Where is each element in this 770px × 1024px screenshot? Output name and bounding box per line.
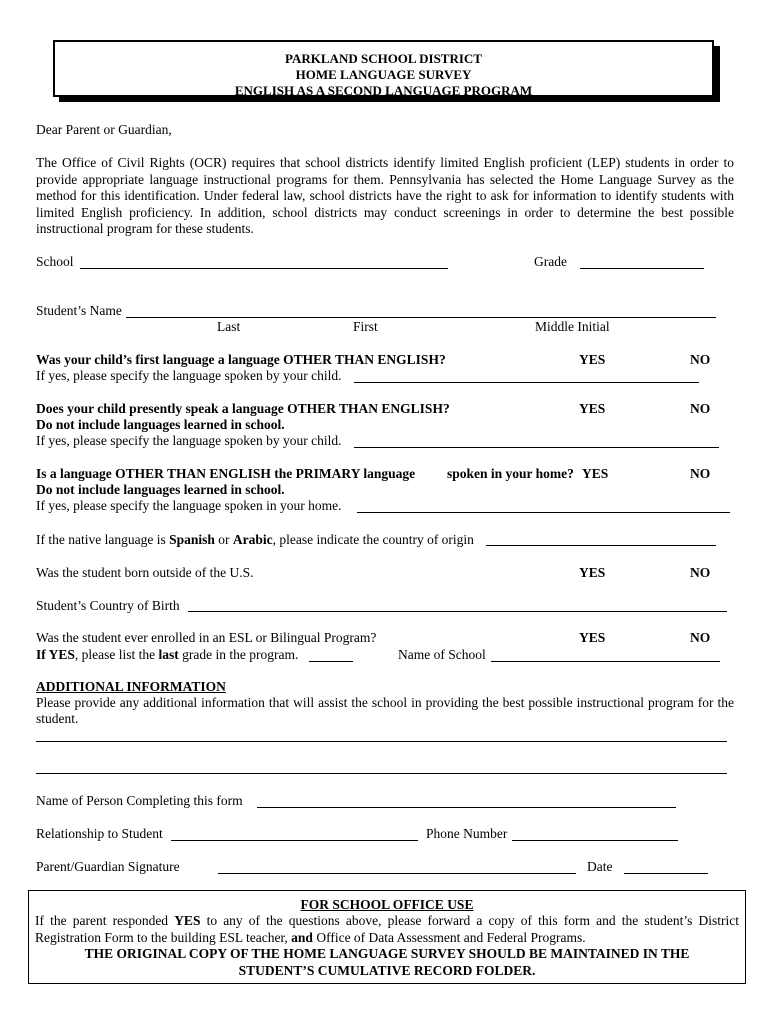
q1-no[interactable]: NO xyxy=(690,352,711,367)
esl-school-name-field[interactable] xyxy=(491,661,720,662)
relationship-label: Relationship to Student xyxy=(36,826,163,841)
q2-yes[interactable]: YES xyxy=(579,401,606,416)
first-name-caption: First xyxy=(353,319,378,334)
intro-paragraph: The Office of Civil Rights (OCR) requires that school districts identify limited English proficient (LEP) students in order to provide appropriate language instructional programs for them. Pennsylvania has selected the Home Language Survey as the method for this identification. Under federal law, school districts have the right to ask for information to identify students with limited English proficiency. In addition, school districts may conduct screenings in order to determine the best possible instructional program for these students. xyxy=(36,155,734,237)
district-name: PARKLAND SCHOOL DISTRICT xyxy=(285,51,482,66)
signature-field[interactable] xyxy=(218,873,576,874)
born-outside-yes[interactable]: YES xyxy=(579,565,606,580)
q2-no[interactable]: NO xyxy=(690,401,711,416)
program-title: ENGLISH AS A SECOND LANGUAGE PROGRAM xyxy=(234,83,533,98)
middle-initial-caption: Middle Initial xyxy=(535,319,610,334)
q3-language-field[interactable] xyxy=(357,512,730,513)
native-language-question: If the native language is Spanish or Arabic, please indicate the country of origin xyxy=(36,532,474,547)
name-of-school-label: Name of School xyxy=(398,647,486,662)
phone-number-label: Phone Number xyxy=(426,826,508,841)
esl-question: Was the student ever enrolled in an ESL or Bilingual Program? xyxy=(36,630,377,645)
q3-question-b: spoken in your home? xyxy=(447,466,574,481)
grade-label: Grade xyxy=(534,254,567,269)
salutation: Dear Parent or Guardian, xyxy=(36,122,172,137)
q3-no[interactable]: NO xyxy=(690,466,711,481)
q3-note: Do not include languages learned in school. xyxy=(36,482,285,497)
survey-title: HOME LANGUAGE SURVEY xyxy=(295,67,472,82)
grade-field[interactable] xyxy=(580,268,704,269)
additional-info-text: Please provide any additional information that will assist the school in providing the best possible instructional program for the student. xyxy=(36,695,734,726)
date-label: Date xyxy=(587,859,613,874)
completer-name-field[interactable] xyxy=(257,807,676,808)
esl-grade-prompt: If YES, please list the last grade in the program. xyxy=(36,647,299,662)
q2-note: Do not include languages learned in school. xyxy=(36,417,285,432)
q3-specify: If yes, please specify the language spoken in your home. xyxy=(36,498,342,513)
q2-question: Does your child presently speak a language OTHER THAN ENGLISH? xyxy=(36,401,450,416)
school-field[interactable] xyxy=(80,268,448,269)
q2-specify: If yes, please specify the language spoken by your child. xyxy=(36,433,342,448)
office-use-title: FOR SCHOOL OFFICE USE xyxy=(300,897,474,912)
completer-name-label: Name of Person Completing this form xyxy=(36,793,243,808)
record-folder-note: THE ORIGINAL COPY OF THE HOME LANGUAGE SURVEY SHOULD BE MAINTAINED IN THE STUDENT’S CUMULATIVE RECORD FOLDER. xyxy=(84,946,690,978)
phone-number-field[interactable] xyxy=(512,840,678,841)
country-of-birth-field[interactable] xyxy=(188,611,727,612)
school-office-use-box xyxy=(28,890,746,984)
office-use-instructions: If the parent responded YES to any of the questions above, please forward a copy of this form and the student’s District Registration Form to the building ESL teacher, and Office of Data Assessment and Federal Programs. xyxy=(35,913,739,945)
student-name-label: Student’s Name xyxy=(36,303,122,318)
document-header xyxy=(53,40,714,97)
esl-no[interactable]: NO xyxy=(690,630,711,645)
relationship-field[interactable] xyxy=(171,840,418,841)
q1-question: Was your child’s first language a language OTHER THAN ENGLISH? xyxy=(36,352,446,367)
date-field[interactable] xyxy=(624,873,708,874)
q1-specify: If yes, please specify the language spoken by your child. xyxy=(36,368,342,383)
signature-label: Parent/Guardian Signature xyxy=(36,859,180,874)
additional-info-title: ADDITIONAL INFORMATION xyxy=(36,679,226,694)
country-of-birth-label: Student’s Country of Birth xyxy=(36,598,180,613)
school-label: School xyxy=(36,254,74,269)
born-outside-question: Was the student born outside of the U.S. xyxy=(36,565,254,580)
esl-yes[interactable]: YES xyxy=(579,630,606,645)
additional-info-line-1[interactable] xyxy=(36,741,727,742)
last-name-caption: Last xyxy=(217,319,241,334)
q2-language-field[interactable] xyxy=(354,447,719,448)
born-outside-no[interactable]: NO xyxy=(690,565,711,580)
student-name-field[interactable] xyxy=(126,317,716,318)
q1-language-field[interactable] xyxy=(354,382,699,383)
q3-yes[interactable]: YES xyxy=(582,466,609,481)
esl-last-grade-field[interactable] xyxy=(309,661,353,662)
country-of-origin-field[interactable] xyxy=(486,545,716,546)
q1-yes[interactable]: YES xyxy=(579,352,606,367)
q3-question-a: Is a language OTHER THAN ENGLISH the PRIMARY language xyxy=(36,466,416,481)
additional-info-line-2[interactable] xyxy=(36,773,727,774)
